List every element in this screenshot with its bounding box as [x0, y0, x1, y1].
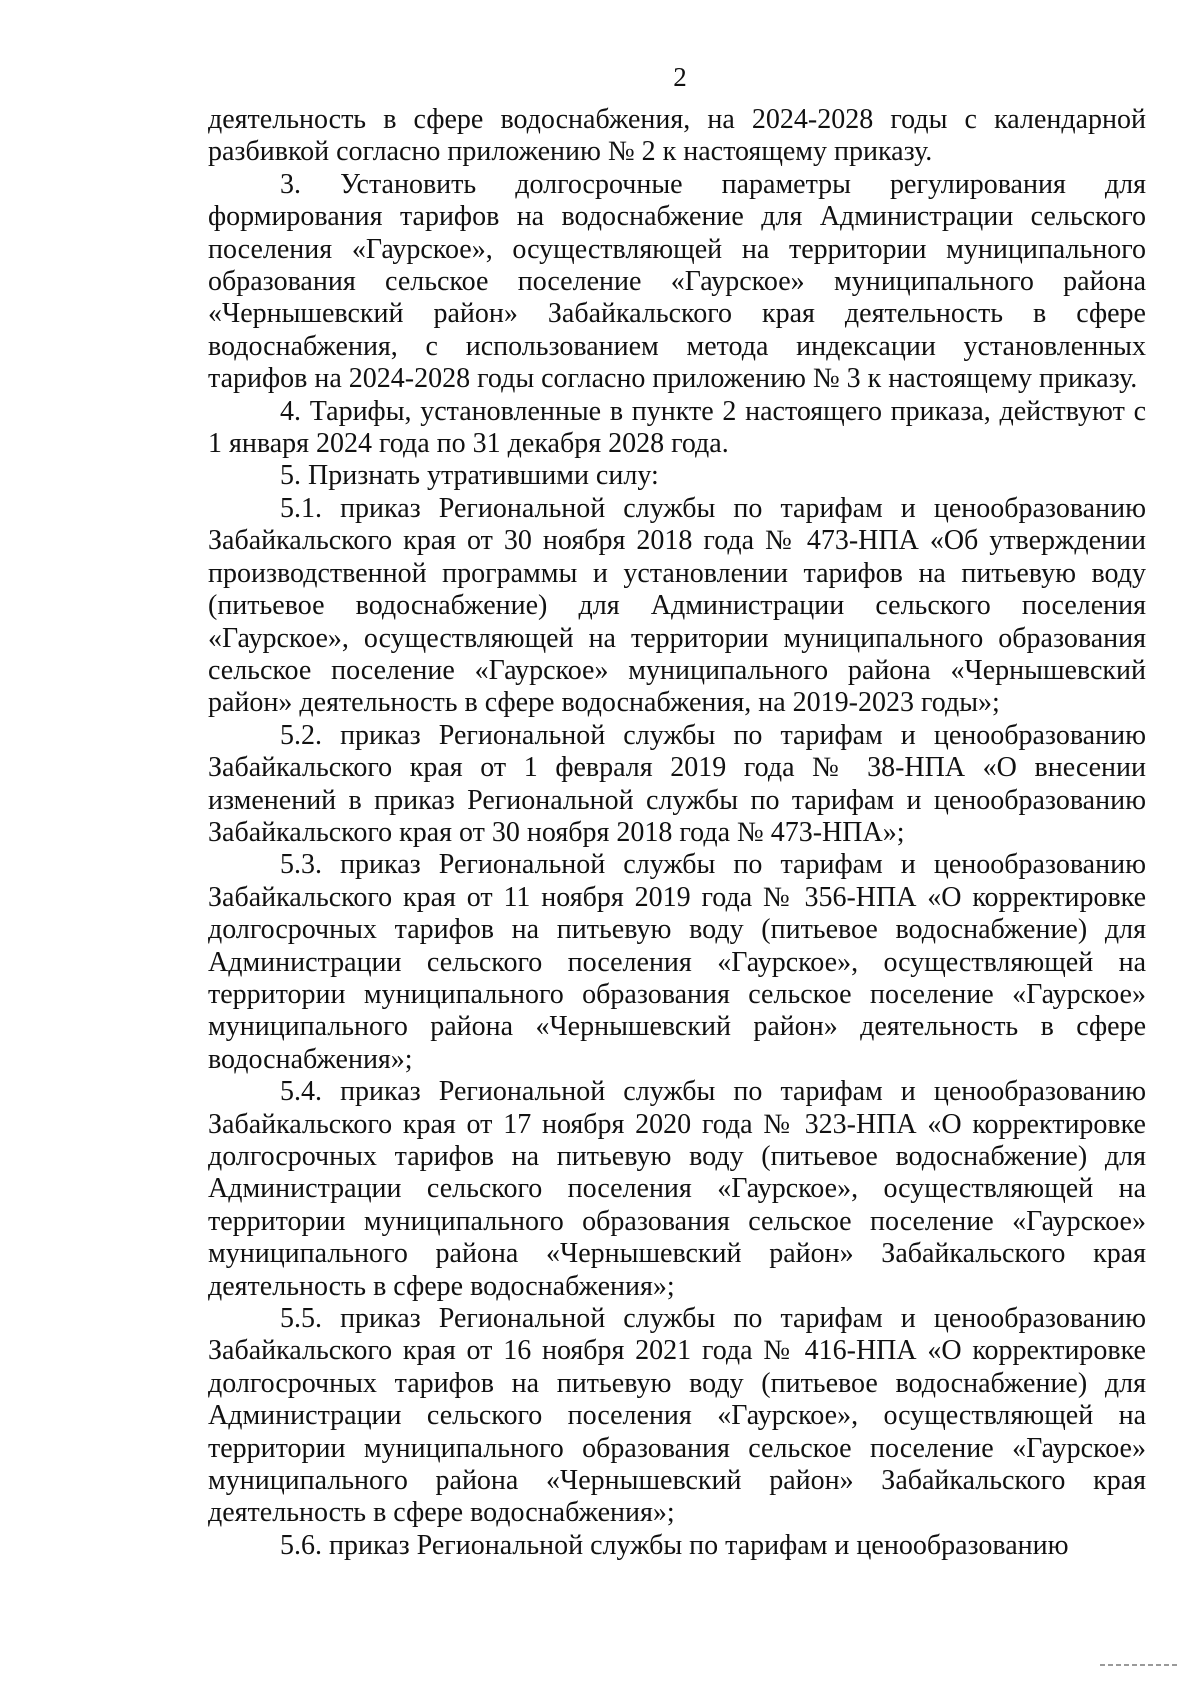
paragraph-continuation: деятельность в сфере водоснабжения, на 2024-2028 годы с календарной разбивкой согласно приложению № 2 к настоящему приказу. [208, 104, 1146, 168]
paragraph-item-5-5: 5.5. приказ Региональной службы по тарифам и ценообразованию Забайкальского края от 16 ноября 2021 года № 416-НПА «О корректировке долгосрочных тарифов на питьевую воду (питьевое водоснабжение) для Администрации сельского поселения «Гаурское», осуществляющей на территории муниципального образования сельское поселение «Гаурское» муниципального района «Чернышевский район» Забайкальского края деятельность в сфере водоснабжения»; [208, 1303, 1146, 1529]
paragraph-item-4: 4. Тарифы, установленные в пункте 2 настоящего приказа, действуют с 1 января 2024 года по 31 декабря 2028 года. [208, 395, 1146, 460]
document-body [208, 104, 1146, 1562]
paragraph-item-5-1: 5.1. приказ Региональной службы по тарифам и ценообразованию Забайкальского края от 30 ноября 2018 года № 473-НПА «Об утверждении производственной программы и установлении тарифов на питьевую воду (питьевое водоснабжение) для Администрации сельского поселения «Гаурское», осуществляющей на территории муниципального образования сельское поселение «Гаурское» муниципального района «Чернышевский район» деятельность в сфере водоснабжения, на 2019-2023 годы»; [208, 492, 1146, 719]
paragraph-item-5-6: 5.6. приказ Региональной службы по тарифам и ценообразованию [280, 1529, 1069, 1561]
paragraph-item-3: 3. Установить долгосрочные параметры регулирования для формирования тарифов на водоснабжение для Администрации сельского поселения «Гаурское», осуществляющей на территории муниципального образования сельское поселение «Гаурское» муниципального района «Чернышевский район» Забайкальского края деятельность в сфере водоснабжения, с использованием метода индексации установленных тарифов на 2024-2028 годы согласно приложению № 3 к настоящему приказу. [208, 168, 1146, 395]
paragraph-item-5-2: 5.2. приказ Региональной службы по тарифам и ценообразованию Забайкальского края от 1 февраля 2019 года № 38-НПА «О внесении изменений в приказ Региональной службы по тарифам и ценообразованию Забайкальского края от 30 ноября 2018 года № 473-НПА»; [208, 719, 1146, 848]
paragraph-item-5-4: 5.4. приказ Региональной службы по тарифам и ценообразованию Забайкальского края от 17 ноября 2020 года № 323-НПА «О корректировке долгосрочных тарифов на питьевую воду (питьевое водоснабжение) для Администрации сельского поселения «Гаурское», осуществляющей на территории муниципального образования сельское поселение «Гаурское» муниципального района «Чернышевский район» Забайкальского края деятельность в сфере водоснабжения»; [208, 1076, 1146, 1302]
page-number: 2 [673, 62, 687, 92]
paragraph-item-5: 5. Признать утратившими силу: [280, 460, 659, 492]
scan-artifact-line [1100, 1664, 1180, 1666]
paragraph-item-5-3: 5.3. приказ Региональной службы по тарифам и ценообразованию Забайкальского края от 11 ноября 2019 года № 356-НПА «О корректировке долгосрочных тарифов на питьевую воду (питьевое водоснабжение) для Администрации сельского поселения «Гаурское», осуществляющей на территории муниципального образования сельское поселение «Гаурское» муниципального района «Чернышевский район» деятельность в сфере водоснабжения»; [208, 849, 1146, 1075]
